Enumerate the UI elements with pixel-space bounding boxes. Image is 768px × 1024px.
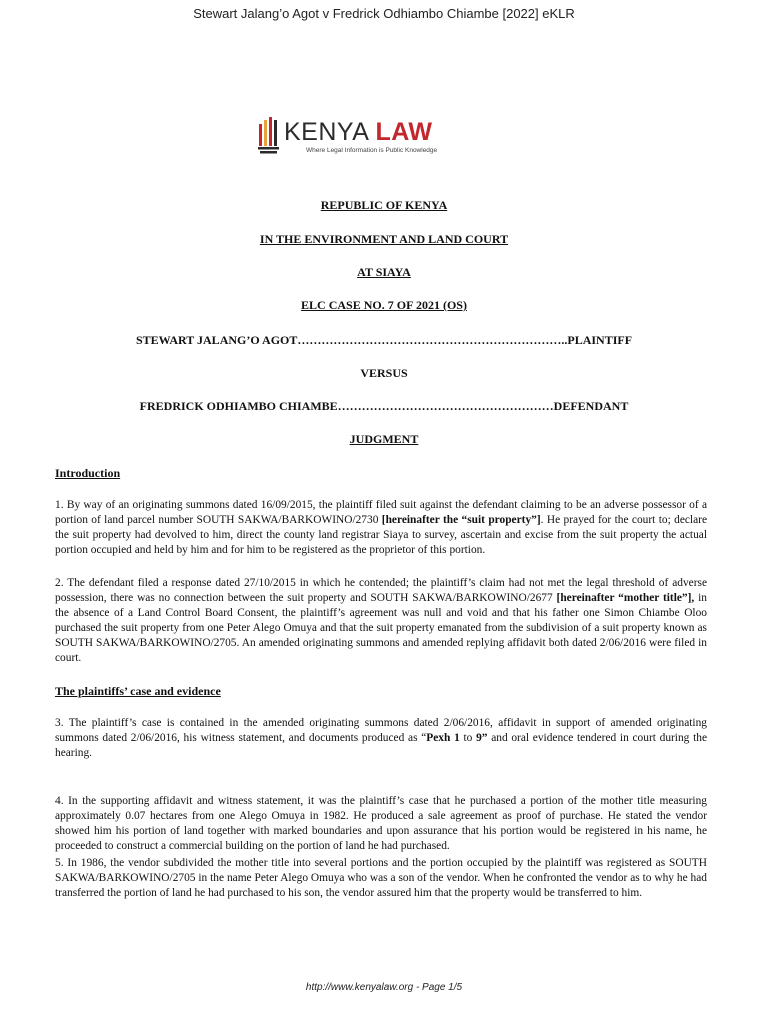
section-heading-introduction: Introduction [55, 466, 121, 480]
paragraph-1-bold: [hereinafter the “suit property”] [381, 514, 541, 526]
running-head: Stewart Jalang’o Agot v Fredrick Odhiambo Chiambe [2022] eKLR [193, 6, 575, 21]
defendant-line: FREDRICK ODHIAMBO CHIAMBE………………………………………………DEFENDANT [139, 399, 629, 413]
paragraph-2-text: 2. The defendant filed a response dated 27/10/2015 in which he contended; the plaintiff’s claim had not met the legal threshold of adverse possession, there was no connection between the suit property and SOUTH SAKWA/BARKOWINO/2677 [55, 577, 707, 604]
paragraph-5: 5. In 1986, the vendor subdivided the mother title into several portions and the portion occupied by the plaintiff was registered as SOUTH SAKWA/BARKOWINO/2705 in the name Peter Alego Omuya who was a son of the vendor. When he confronted the vendor as to why he had transferred the portion of land he had purchased to his son, the vendor assured him that the property would be transferred to him. [55, 857, 707, 899]
paragraph-3-bold-end: 9” [476, 732, 488, 744]
paragraph-2-text-end: in the absence of a Land Control Board Consent, the plaintiff’s agreement was null and void and that his father one Simon Chiambe Oloo purchased the suit property from one Peter Alego Omuya and that the suit property emanated from the subdivision of a suit property known as SOUTH SAKWA/BARKOWINO/2705. An amended originating summons and amended replying affidavit both dated 2/06/2016 were filed in court. [55, 592, 707, 664]
logo-word-law: LAW [375, 118, 433, 146]
versus-line: VERSUS [360, 366, 408, 380]
paragraph-2-bold: [hereinafter “mother title”], [556, 592, 695, 604]
logo-tagline: Where Legal Information is Public Knowledge [306, 147, 438, 154]
page-footer: http://www.kenyalaw.org - Page 1/5 [305, 982, 463, 993]
section-heading-plaintiff-case: The plaintiffs’ case and evidence [55, 684, 221, 698]
paragraph-1 [55, 498, 707, 558]
kenya-law-pillars-icon [258, 116, 282, 156]
paragraph-4: 4. In the supporting affidavit and witness statement, it was the plaintiff’s case that he purchased a portion of the mother title measuring approximately 0.07 hectares from one Alego Omuya in 1982. He produced a sale agreement as proof of purchase. He stated the vendor showed him his portion of land together with marked boundaries and upon assurance that his portion would be registered in his name, he proceeded to construct a commercial building on the portion of land he had purchased. [55, 795, 707, 852]
paragraph-1-text: 1. By way of an originating summons dated 16/09/2015, the plaintiff filed suit against the defendant claiming to be an adverse possessor of a portion of land parcel number SOUTH SAKWA/BARKOWINO/2730 [55, 499, 707, 526]
paragraph-3-bold-start: Pexh 1 [426, 732, 460, 744]
paragraph-3-text-mid: to [459, 732, 477, 744]
paragraph-2 [55, 576, 707, 666]
paragraph-1-text-end: . He prayed for the court to; declare the suit property had devolved to him, direct the county land registrar Siaya to survey, ascertain and excise from the suit property the actual portion occupied and held by him and for him to be registered as the proprietor of this portion. [55, 514, 707, 556]
plaintiff-line: STEWART JALANG’O AGOT…………………………………………………………..PLAINTIFF [135, 333, 633, 347]
kenya-law-logo [258, 116, 468, 158]
court-heading: IN THE ENVIRONMENT AND LAND COURT [259, 232, 509, 246]
case-number-heading: ELC CASE NO. 7 OF 2021 (OS) [301, 298, 467, 312]
logo-wordmark [284, 118, 433, 146]
paragraph-3 [55, 716, 707, 761]
location-heading: AT SIAYA [357, 265, 411, 279]
paragraph-3-text: 3. The plaintiff’s case is contained in the amended originating summons dated 2/06/2016, affidavit in support of amended originating summons dated 2/06/2016, his witness statement, and documents produced as “ [55, 717, 707, 744]
judgment-title: JUDGMENT [349, 432, 419, 446]
republic-heading: REPUBLIC OF KENYA [320, 198, 448, 212]
logo-word-kenya: KENYA [284, 118, 369, 146]
paragraph-3-text-end: and oral evidence tendered in court during the hearing. [55, 732, 708, 759]
